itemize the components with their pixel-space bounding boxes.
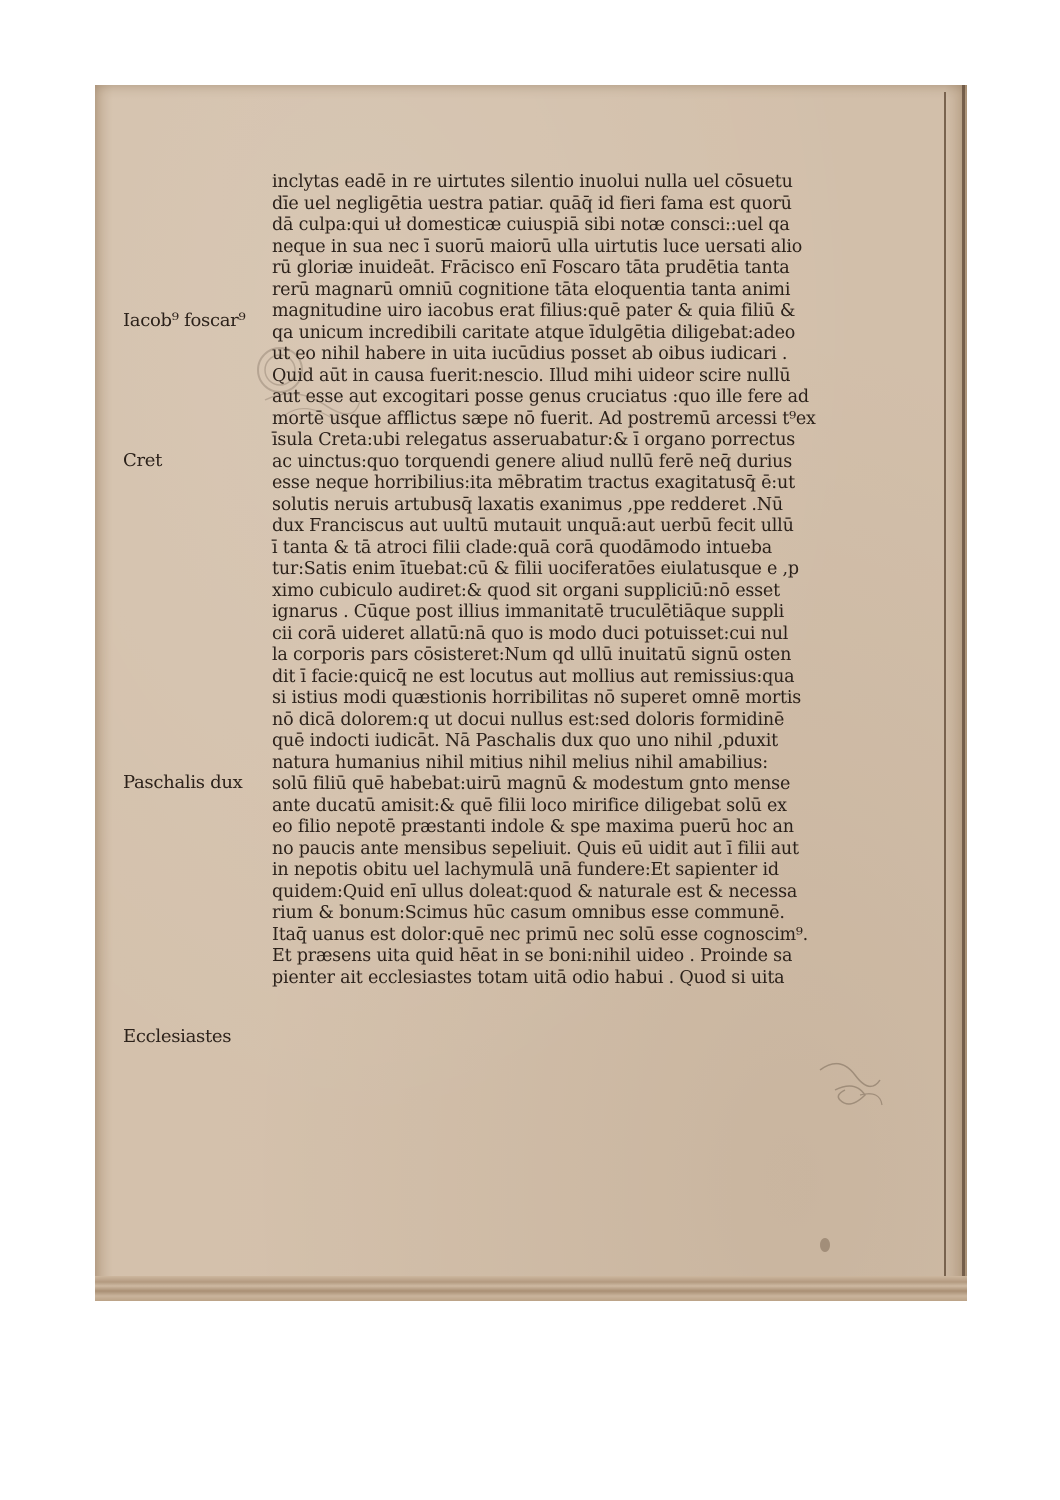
text-line: ante ducatū amisit:& quē filii loco mirifice diligebat solū ex <box>272 795 787 816</box>
main-text-column <box>272 172 884 989</box>
text-line: Et præsens uita quid hēat in se boni:nihil uideo . Proinde sa <box>272 946 793 966</box>
text-line: neque in sua nec ī suorū maiorū ulla uirtutis luce uersati alio <box>272 236 803 257</box>
text-line: la corporis pars cōsisteret:Num qd ullū inuitatū signū osten <box>272 645 792 665</box>
text-line: rerū magnarū omniū cognitione tāta eloquentia tanta animi <box>272 279 791 300</box>
text-line: solutis neruis artubusq̄ laxatis exanimus ,ppe redderet .Nū <box>272 494 783 515</box>
text-line: mortē usque afflictus sæpe nō fuerit. Ad postremū arcessi t⁹ex <box>272 408 816 429</box>
text-line: qa unicum incredibili caritate atque īdulgētia diligebat:adeo <box>272 322 796 343</box>
text-line: inclytas eadē in re uirtutes silentio inuolui nulla uel cōsuetu <box>272 172 793 192</box>
text-line: solū filiū quē habebat:uirū magnū & modestum gnto mense <box>272 774 791 794</box>
text-line: quidem:Quid enī ullus doleat:quod & naturale est & necessa <box>272 881 798 902</box>
text-line: dit ī facie:quicq̄ ne est locutus aut mollius aut remissius:qua <box>272 666 795 687</box>
text-line: Quid aūt in causa fuerit:nescio. Illud mihi uideor scire nullū <box>272 365 791 386</box>
text-line: magnitudine uiro iacobus erat filius:quē pater & quia filiū & <box>272 301 796 321</box>
paper-blemish <box>820 1238 830 1252</box>
text-line: īsula Creta:ubi relegatus asseruabatur:& ī organo porrectus <box>272 430 796 450</box>
page-fold-line <box>944 92 946 1280</box>
page-edge <box>962 85 965 1301</box>
text-line: aut esse aut excogitari posse genus cruciatus :quo ille fere ad <box>272 387 809 407</box>
text-line: ut eo nihil habere in uita iucūdius posset ab oibus iudicari . <box>272 344 788 364</box>
page-bottom-edge <box>95 1276 967 1301</box>
library-stamp-mark <box>810 1050 890 1120</box>
text-line: no paucis ante mensibus sepeliuit. Quis eū uidit aut ī filii aut <box>272 838 799 859</box>
margin-note-iacobus: Iacob⁹ foscar⁹ <box>123 310 246 331</box>
text-line: ī tanta & tā atroci filii clade:quā corā quodāmodo intueba <box>272 537 772 558</box>
text-line: nō dicā dolorem:q ut docui nullus est:sed doloris formidinē <box>272 709 785 730</box>
text-line: esse neque horribilius:ita mēbratim tractus exagitatusq̄ ē:ut <box>272 473 795 493</box>
text-line: si istius modi quæstionis horribilitas nō superet omnē mortis <box>272 688 801 708</box>
text-line: natura humanius nihil mitius nihil melius nihil amabilius: <box>272 752 768 773</box>
text-line: rū gloriæ inuideāt. Frācisco enī Foscaro tāta prudētia tanta <box>272 258 790 278</box>
margin-note-ecclesiastes: Ecclesiastes <box>123 1026 232 1047</box>
margin-note-creta: Cret <box>123 450 163 471</box>
text-line: tur:Satis enim ītuebat:cū & filii uociferatōes eiulatusque e ,p <box>272 559 799 579</box>
text-line: dīe uel negligētia uestra patiar. quāq̄ id fieri fama est quorū <box>272 193 792 214</box>
text-line: quē indocti iudicāt. Nā Paschalis dux quo uno nihil ,pduxit <box>272 731 778 751</box>
text-line: ac uinctus:quo torquendi genere aliud nullū ferē neq̄ durius <box>272 451 792 472</box>
text-line: ximo cubiculo audiret:& quod sit organi suppliciū:nō esset <box>272 580 780 601</box>
text-line: pienter ait ecclesiastes totam uitā odio habui . Quod si uita <box>272 967 785 988</box>
text-line: ignarus . Cūque post illius immanitatē truculētiāque suppli <box>272 602 785 622</box>
text-line: cii corā uideret allatū:nā quo is modo duci potuisset:cui nul <box>272 623 789 644</box>
text-line: Itaq̄ uanus est dolor:quē nec primū nec solū esse cognoscim⁹. <box>272 924 809 945</box>
text-line: in nepotis obitu uel lachymulā unā fundere:Et sapienter id <box>272 860 779 880</box>
text-line: rium & bonum:Scimus hūc casum omnibus esse communē. <box>272 903 785 923</box>
text-line: eo filio nepotē præstanti indole & spe maxima puerū hoc an <box>272 817 794 837</box>
text-line: dux Franciscus aut uultū mutauit unquā:aut uerbū fecit ullū <box>272 516 794 536</box>
text-line: dā culpa:qui uł domesticæ cuiuspiā sibi notæ consci::uel qa <box>272 215 790 235</box>
margin-note-paschalis: Paschalis dux <box>123 772 243 793</box>
